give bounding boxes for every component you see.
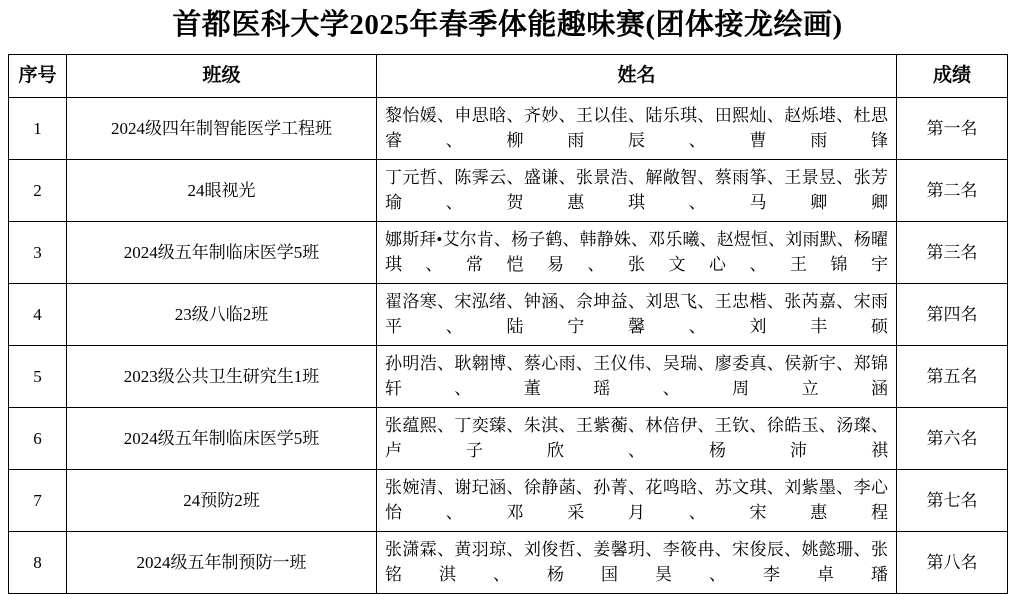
cell-index: 2 [9, 159, 67, 221]
cell-index: 6 [9, 407, 67, 469]
table-row [9, 159, 1008, 221]
table-row [9, 407, 1008, 469]
column-header-names: 姓名 [377, 54, 897, 97]
cell-index: 5 [9, 345, 67, 407]
table-header-row [9, 54, 1008, 97]
table-row [9, 221, 1008, 283]
cell-rank: 第一名 [897, 97, 1008, 159]
cell-class: 2024级五年制临床医学5班 [67, 221, 377, 283]
column-header-class: 班级 [67, 54, 377, 97]
table-body [9, 97, 1008, 593]
page-title: 首都医科大学2025年春季体能趣味赛(团体接龙绘画) [172, 9, 843, 41]
column-header-index: 序号 [9, 54, 67, 97]
column-header-rank: 成绩 [897, 54, 1008, 97]
cell-class: 24眼视光 [67, 159, 377, 221]
cell-rank: 第二名 [897, 159, 1008, 221]
cell-class: 2024级五年制预防一班 [67, 531, 377, 593]
cell-rank: 第七名 [897, 469, 1008, 531]
cell-rank: 第六名 [897, 407, 1008, 469]
cell-class: 2023级公共卫生研究生1班 [67, 345, 377, 407]
table-row [9, 531, 1008, 593]
cell-names: 张婉清、谢玘涵、徐静菡、孙菁、花鸣晗、苏文琪、刘紫墨、李心怡、邓采月、宋惠程 [377, 469, 897, 531]
cell-rank: 第八名 [897, 531, 1008, 593]
cell-class: 2024级五年制临床医学5班 [67, 407, 377, 469]
table-row [9, 469, 1008, 531]
cell-class: 23级八临2班 [67, 283, 377, 345]
table-row [9, 97, 1008, 159]
cell-names: 张蕴熙、丁奕臻、朱淇、王紫蘅、林倍伊、王钦、徐皓玉、汤璨、卢子欣、杨沛祺 [377, 407, 897, 469]
cell-names: 翟洛寒、宋泓绪、钟涵、佘坤益、刘思飞、王忠楷、张芮嘉、宋雨平、陆宁馨、刘丰硕 [377, 283, 897, 345]
cell-names: 丁元哲、陈霁云、盛谦、张景浩、解敞智、蔡雨筝、王景昱、张芳瑜、贺惠琪、马卿卿 [377, 159, 897, 221]
cell-index: 4 [9, 283, 67, 345]
cell-index: 3 [9, 221, 67, 283]
cell-names: 娜斯拜•艾尔肯、杨子鹤、韩静姝、邓乐曦、赵煜恒、刘雨默、杨曜琪、常恺易、张文心、王锦宇 [377, 221, 897, 283]
cell-names: 张潇霖、黄羽琼、刘俊哲、姜馨玥、李筱冉、宋俊辰、姚懿珊、张铭淇、杨国昊、李卓璠 [377, 531, 897, 593]
cell-rank: 第四名 [897, 283, 1008, 345]
cell-names: 黎怡媛、申思晗、齐妙、王以佳、陆乐琪、田熙灿、赵烁塂、杜思睿、柳雨辰、曹雨锋 [377, 97, 897, 159]
cell-rank: 第五名 [897, 345, 1008, 407]
cell-index: 7 [9, 469, 67, 531]
cell-index: 8 [9, 531, 67, 593]
cell-rank: 第三名 [897, 221, 1008, 283]
results-table [8, 54, 1008, 594]
cell-class: 2024级四年制智能医学工程班 [67, 97, 377, 159]
cell-index: 1 [9, 97, 67, 159]
cell-class: 24预防2班 [67, 469, 377, 531]
table-row [9, 345, 1008, 407]
table-row [9, 283, 1008, 345]
cell-names: 孙明浩、耿翱博、蔡心雨、王仪伟、吴瑞、廖委真、侯新宇、郑锦轩、董瑶、周立涵 [377, 345, 897, 407]
